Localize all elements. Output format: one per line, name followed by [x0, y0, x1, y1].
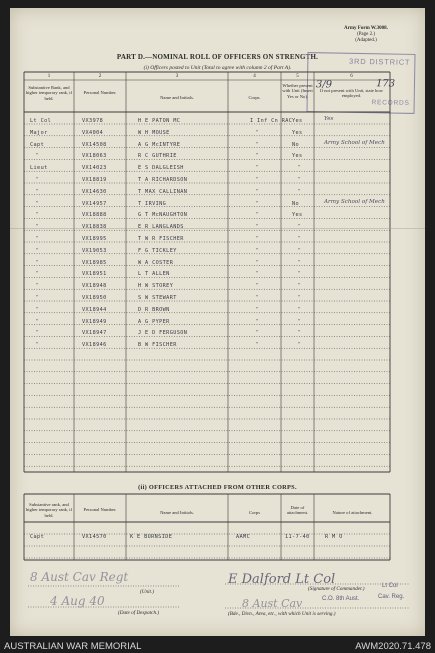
date-label: (Date of Despatch.): [118, 610, 160, 616]
row-10-name: E R LANGLANDS: [138, 224, 184, 231]
row-12-name: F G TICKLEY: [138, 247, 177, 254]
row-5-present: ": [298, 165, 301, 172]
row-8-num: VX14957: [82, 200, 107, 207]
bde-handwritten: 8 Aust Cav: [242, 597, 303, 610]
row-15-corps: ": [256, 283, 259, 290]
row-20-corps: ": [256, 342, 259, 349]
t2-header-date: Date of attachment.: [286, 505, 309, 516]
col-number-3: 3: [175, 74, 179, 79]
row-1-corps: I Inf Cn RAC: [250, 118, 293, 124]
col-number-4: 4: [253, 74, 256, 79]
row-4-name: R C GUTHRIE: [138, 153, 177, 160]
header-not-present: If not present with Unit, state how employed.: [320, 88, 383, 99]
row-3-num: VX14508: [82, 141, 107, 148]
row-17-name: D R BROWN: [138, 306, 170, 313]
row-11-name: T W R FISCHER: [138, 236, 184, 242]
t2-header-rank: Substantive rank, and higher temporary rank, if held.: [25, 502, 73, 518]
row-17-present: ": [298, 306, 301, 313]
row-16-present: ": [298, 295, 301, 301]
header-corps: Corps.: [248, 95, 261, 100]
row-1-present: Yes: [292, 118, 303, 124]
row-3-rank: Capt: [30, 141, 45, 148]
row-6-num: VX18819: [82, 177, 107, 183]
row-12-rank: ": [36, 247, 39, 254]
form-ref-line2: (Page 2.): [356, 32, 376, 37]
col-number-2: 2: [98, 74, 102, 79]
row-10-num: VX18838: [82, 224, 107, 231]
row-18-num: VX18949: [82, 318, 107, 325]
row-19-num: VX18947: [82, 330, 107, 337]
stamp-cav-reg: Cav. Reg.: [378, 594, 405, 600]
row-14-corps: ": [256, 271, 259, 278]
stamp-top-text: 3RD DISTRICT: [349, 56, 411, 67]
caption-right: AWM2020.71.478: [355, 641, 431, 652]
row-5-corps: ": [256, 165, 259, 172]
form-ref-line1: Army Form W.3008.: [344, 26, 388, 31]
row-9-rank: ": [36, 212, 39, 219]
row-3-corps: ": [256, 141, 259, 148]
col-number-6: 6: [350, 74, 353, 79]
header-name: Name and Initials.: [160, 95, 194, 100]
row-2-name: W H MOUSE: [138, 129, 170, 136]
row-12-present: ": [298, 247, 301, 254]
row-12-corps: ": [256, 247, 259, 254]
t2-header-corps: Corps: [249, 510, 260, 515]
row-11-present: ": [298, 236, 301, 242]
row-7-corps: ": [256, 188, 259, 195]
stamp-hw-left: 3/9: [315, 79, 333, 91]
row-3-remarks: Army School of Mech: [324, 139, 385, 146]
row-13-present: ": [298, 259, 301, 266]
stamp-hw-right: 173: [375, 78, 396, 90]
row-4-present: Yes: [292, 153, 303, 160]
t2-date: 11-7-40: [285, 534, 310, 540]
row-14-present: ": [298, 271, 301, 278]
row-18-present: ": [298, 318, 301, 325]
row-14-num: VX18951: [82, 271, 107, 278]
row-3-name: A G McINTYRE: [138, 141, 181, 148]
col-number-5: 5: [296, 74, 299, 79]
row-19-rank: ": [36, 330, 39, 337]
row-13-num: VX18985: [82, 259, 107, 266]
row-20-present: ": [298, 342, 301, 349]
section2-title: (ii) OFFICERS ATTACHED FROM OTHER CORPS.: [138, 484, 297, 491]
row-16-name: S W STEWART: [138, 295, 177, 301]
row-9-num: VX18888: [82, 212, 107, 219]
row-8-name: T IRVING: [138, 200, 167, 207]
row-4-corps: ": [256, 153, 259, 160]
document-page: [10, 8, 425, 636]
row-20-num: VX18946: [82, 342, 107, 349]
row-15-num: VX18948: [82, 283, 107, 290]
row-6-corps: ": [256, 177, 259, 183]
row-10-present: ": [298, 224, 301, 231]
row-11-num: VX18995: [82, 236, 107, 242]
t2-number: VX14570: [82, 534, 107, 540]
row-13-rank: ": [36, 259, 39, 266]
row-17-corps: ": [256, 306, 259, 313]
t2-header-number: Personal Number.: [83, 507, 117, 512]
row-19-name: J E D FERGUSON: [138, 330, 188, 337]
row-9-present: Yes: [292, 212, 303, 219]
row-13-corps: ": [256, 259, 259, 266]
row-5-name: E S DALGLEISH: [138, 165, 184, 172]
header-number: Personal Number.: [83, 90, 117, 95]
row-11-rank: ": [36, 236, 39, 242]
t2-corps: AAMC: [236, 534, 251, 540]
row-2-present: Yes: [292, 129, 303, 136]
row-17-num: VX18944: [82, 306, 107, 313]
row-7-rank: ": [36, 188, 39, 195]
unit-label: (Unit.): [140, 589, 154, 595]
row-18-corps: ": [256, 318, 259, 325]
row-17-rank: ": [36, 306, 39, 313]
row-2-rank: Major: [30, 129, 48, 136]
row-12-num: VX19053: [82, 247, 107, 254]
row-10-corps: ": [256, 224, 259, 231]
row-7-present: ": [298, 188, 301, 195]
row-3-present: No: [292, 141, 300, 148]
row-14-name: L T ALLEN: [138, 271, 170, 278]
row-8-remarks: Army School of Mech: [324, 198, 385, 205]
row-11-corps: ": [256, 236, 259, 242]
row-16-corps: ": [256, 295, 259, 301]
row-4-rank: ": [36, 153, 39, 160]
row-8-present: No: [292, 200, 300, 207]
row-13-name: W A COSTER: [138, 259, 174, 266]
commander-signature: E Dalford Lt Col: [228, 572, 336, 587]
row-18-name: A G PYPER: [138, 318, 170, 325]
row-7-name: T MAX CALLINAN: [138, 188, 188, 195]
row-1-remarks: Yes: [324, 116, 334, 122]
row-2-num: VX4004: [82, 129, 104, 136]
header-rank: Substantive Rank, and higher temporary rank, if held.: [25, 85, 73, 101]
row-20-name: B W FISCHER: [138, 342, 177, 349]
stamp-bottom-text: RECORDS: [371, 99, 410, 107]
row-6-present: ": [298, 177, 301, 183]
t2-header-name: Name and Initials.: [160, 510, 194, 515]
row-1-num: VX3978: [82, 118, 104, 124]
row-1-rank: Lt Col: [30, 118, 52, 124]
row-19-present: ": [298, 330, 301, 337]
row-16-rank: ": [36, 295, 39, 301]
unit-handwritten: 8 Aust Cav Regt: [30, 570, 129, 584]
row-16-num: VX18950: [82, 295, 107, 301]
t2-rank: Capt: [30, 534, 45, 540]
row-14-rank: ": [36, 271, 39, 278]
caption-bar: [0, 640, 435, 653]
row-19-corps: ": [256, 330, 259, 337]
stamp-lt-col: Lt Col: [382, 583, 398, 589]
row-8-corps: ": [256, 200, 259, 207]
signature-label: (Signature of Commander.): [308, 586, 365, 592]
row-4-num: VX18063: [82, 153, 107, 160]
header-present: Whether present with Unit (Insert Yes or No).: [282, 83, 313, 99]
form-ref-line3: (Adapted.): [355, 38, 377, 43]
row-15-rank: ": [36, 283, 39, 290]
date-handwritten: 4 Aug 40: [50, 594, 105, 608]
row-15-present: ": [298, 283, 301, 290]
row-9-corps: ": [256, 212, 259, 219]
row-5-num: VX14023: [82, 165, 107, 172]
row-7-num: VX14630: [82, 188, 107, 195]
t2-name: K E BURNSIDE: [130, 534, 173, 540]
row-10-rank: ": [36, 224, 39, 231]
t2-header-nature: Nature of attachment.: [332, 510, 373, 515]
row-20-rank: ": [36, 342, 39, 349]
col-number-1: 1: [47, 74, 51, 79]
row-2-corps: ": [256, 129, 259, 136]
caption-left: AUSTRALIAN WAR MEMORIAL: [4, 641, 142, 652]
row-5-rank: Lieut: [30, 165, 48, 172]
row-1-name: H E PATON MC: [138, 118, 181, 124]
row-8-rank: ": [36, 200, 39, 207]
row-6-name: T A RICHARDSON: [138, 177, 188, 183]
t2-nature: R M O: [325, 534, 343, 540]
part-title: PART D.—NOMINAL ROLL OF OFFICERS ON STRENGTH.: [116, 53, 319, 61]
bde-label: (Bde., Divn., Area, etc., with which Unit is serving.): [228, 611, 336, 617]
row-9-name: G T McNAUGHTON: [138, 212, 188, 219]
co-stamp: C.O. 8th Aust.: [322, 596, 360, 602]
sub-title: (i) Officers posted to Unit (Total to agree with column 2 of Part A).: [143, 65, 292, 71]
row-18-rank: ": [36, 318, 39, 325]
row-15-name: H W STOREY: [138, 283, 174, 290]
row-6-rank: ": [36, 177, 39, 183]
table-grid: [10, 8, 425, 636]
